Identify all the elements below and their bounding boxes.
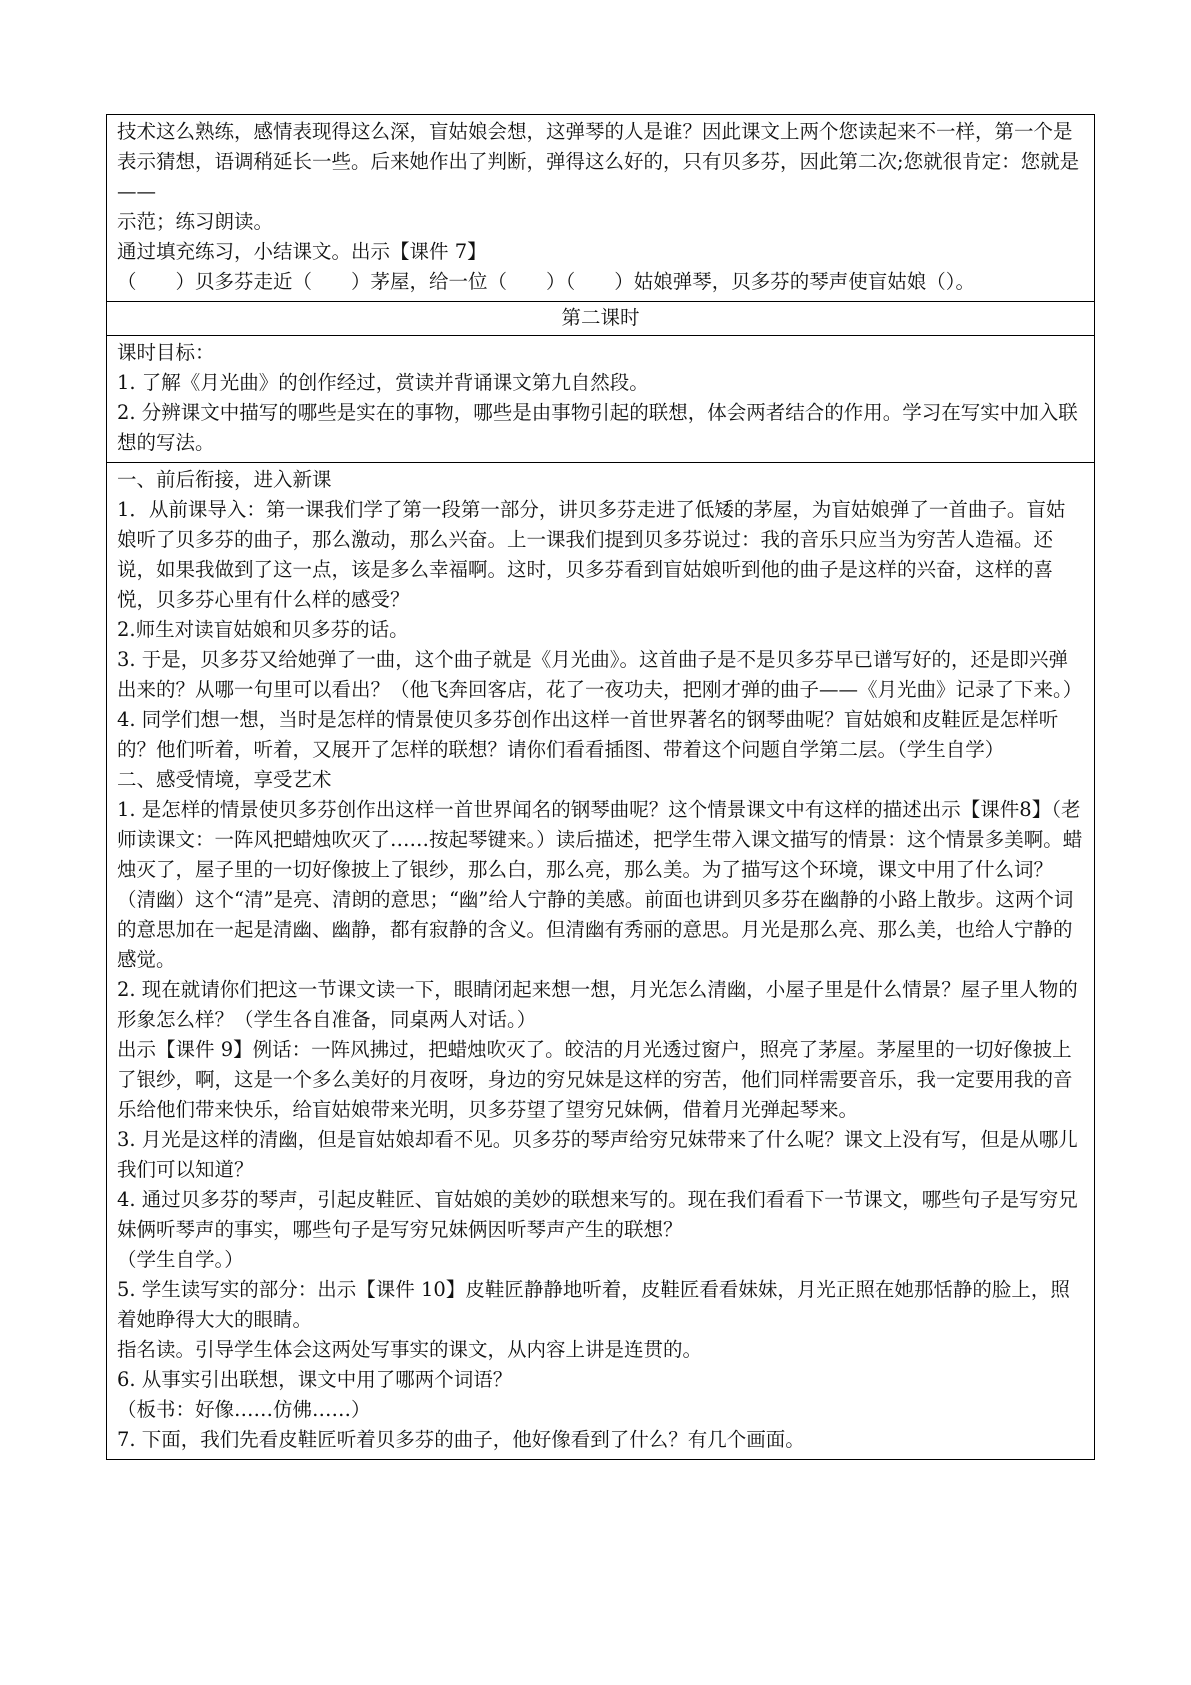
objectives-heading: 课时目标： xyxy=(117,341,215,364)
paragraph: 示范；练习朗读。 xyxy=(117,210,274,233)
table-row xyxy=(107,302,1095,336)
paragraph: 4. 通过贝多芬的琴声，引起皮鞋匠、盲姑娘的美妙的联想来写的。现在我们看看下一节课文，哪些句子是写穷兄妹俩听琴声的事实，哪些句子是写穷兄妹俩因听琴声产生的联想？ xyxy=(117,1188,1078,1241)
paragraph: 2.师生对读盲姑娘和贝多芬的话。 xyxy=(117,618,409,641)
continued-text-cell xyxy=(107,115,1095,302)
paragraph: 3. 于是，贝多芬又给她弹了一曲，这个曲子就是《月光曲》。这首曲子是不是贝多芬早已谱写好的，还是即兴弹出来的？从哪一句里可以看出？（他飞奔回客店，花了一夜功夫，把刚才弹的曲子——《月光曲》记录了下来。） xyxy=(117,648,1083,701)
objective-item: 1. 了解《月光曲》的创作经过，赏读并背诵课文第九自然段。 xyxy=(117,371,649,394)
paragraph: 4. 同学们想一想，当时是怎样的情景使贝多芬创作出这样一首世界著名的钢琴曲呢？盲姑娘和皮鞋匠是怎样听的？他们听着，听着，又展开了怎样的联想？请你们看看插图、带着这个问题自学第二层。（学生自学） xyxy=(117,708,1059,761)
section-heading: 二、感受情境，享受艺术 xyxy=(117,768,332,791)
paragraph: 出示【课件 9】例话：一阵风拂过，把蜡烛吹灭了。皎洁的月光透过窗户，照亮了茅屋。茅屋里的一切好像披上了银纱，啊，这是一个多么美好的月夜呀，身边的穷兄妹是这样的穷苦，他们同样需要音乐，我一定要用我的音乐给他们带来快乐，给盲姑娘带来光明，贝多芬望了望穷兄妹俩，借着月光弹起琴来。 xyxy=(117,1038,1073,1121)
objective-item: 2. 分辨课文中描写的哪些是实在的事物，哪些是由事物引起的联想，体会两者结合的作用。学习在写实中加入联想的写法。 xyxy=(117,401,1078,454)
table-row xyxy=(107,115,1095,302)
table-row xyxy=(107,463,1095,1460)
paragraph: 2. 现在就请你们把这一节课文读一下，眼睛闭起来想一想，月光怎么清幽，小屋子里是什么情景？屋子里人物的形象怎么样？（学生各自准备，同桌两人对话。） xyxy=(117,978,1078,1031)
paragraph: （板书：好像……仿佛……） xyxy=(117,1398,371,1421)
paragraph: （学生自学。） xyxy=(117,1248,244,1271)
paragraph: 7. 下面，我们先看皮鞋匠听着贝多芬的曲子，他好像看到了什么？有几个画面。 xyxy=(117,1428,805,1451)
paragraph: 3. 月光是这样的清幽，但是盲姑娘却看不见。贝多芬的琴声给穷兄妹带来了什么呢？课文上没有写，但是从哪儿我们可以知道？ xyxy=(117,1128,1078,1181)
lesson-body-cell xyxy=(107,463,1095,1460)
paragraph: 5. 学生读写实的部分：出示【课件 10】皮鞋匠静静地听着，皮鞋匠看看妹妹，月光正照在她那恬静的脸上，照着她睁得大大的眼睛。 xyxy=(117,1278,1070,1331)
section-title: 第二课时 xyxy=(107,302,1095,336)
paragraph: 指名读。引导学生体会这两处写事实的课文，从内容上讲是连贯的。 xyxy=(117,1338,703,1361)
paragraph: 1．从前课导入：第一课我们学了第一段第一部分，讲贝多芬走进了低矮的茅屋，为盲姑娘弹了一首曲子。盲姑娘听了贝多芬的曲子，那么激动，那么兴奋。上一课我们提到贝多芬说过：我的音乐只应当为穷苦人造福。还说，如果我做到了这一点，该是多么幸福啊。这时，贝多芬看到盲姑娘听到他的曲子是这样的兴奋，这样的喜悦，贝多芬心里有什么样的感受？ xyxy=(117,498,1066,611)
section-heading: 一、前后衔接，进入新课 xyxy=(117,468,332,491)
paragraph: 技术这么熟练，感情表现得这么深，盲姑娘会想，这弹琴的人是谁？因此课文上两个您读起来不一样，第一个是表示猜想，语调稍延长一些。后来她作出了判断，弹得这么好的，只有贝多芬，因此第二次;您就很肯定：您就是—— xyxy=(117,120,1080,203)
lesson-plan-table xyxy=(106,114,1095,1460)
paragraph: 1. 是怎样的情景使贝多芬创作出这样一首世界闻名的钢琴曲呢？这个情景课文中有这样的描述出示【课件8】（老师读课文：一阵风把蜡烛吹灭了……按起琴键来。）读后描述，把学生带入课文描写的情景：这个情景多美啊。蜡烛灭了，屋子里的一切好像披上了银纱，那么白，那么亮，那么美。为了描写这个环境，课文中用了什么词？（清幽）这个“清”是亮、清朗的意思；“幽”给人宁静的美感。前面也讲到贝多芬在幽静的小路上散步。这两个词的意思加在一起是清幽、幽静，都有寂静的含义。但清幽有秀丽的意思。月光是那么亮、那么美，也给人宁静的感觉。 xyxy=(117,798,1083,971)
paragraph: 通过填充练习，小结课文。出示【课件 7】 xyxy=(117,240,487,263)
table-row xyxy=(107,336,1095,463)
objectives-cell xyxy=(107,336,1095,463)
paragraph: 6. 从事实引出联想，课文中用了哪两个词语？ xyxy=(117,1368,513,1391)
fill-in-blank-exercise: （ ）贝多芬走近（ ）茅屋，给一位（ ）（ ）姑娘弹琴，贝多芬的琴声使盲姑娘（）。 xyxy=(117,270,976,293)
